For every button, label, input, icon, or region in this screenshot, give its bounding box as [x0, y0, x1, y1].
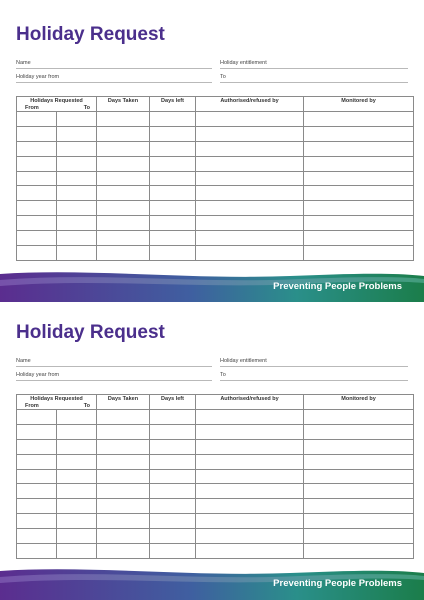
table-row: [17, 544, 414, 559]
days-left-cell[interactable]: [150, 246, 196, 261]
to-cell[interactable]: [57, 171, 97, 186]
days-left-cell[interactable]: [150, 186, 196, 201]
table-row: [17, 141, 414, 156]
to-cell[interactable]: [57, 141, 97, 156]
monitored-header: Monitored by: [304, 395, 414, 410]
days-left-header: Days left: [150, 395, 196, 410]
monitored-cell[interactable]: [304, 201, 414, 216]
from-cell[interactable]: [17, 141, 57, 156]
from-cell[interactable]: [17, 246, 57, 261]
to-cell[interactable]: [57, 231, 97, 246]
name-field[interactable]: [16, 68, 212, 69]
monitored-cell[interactable]: [304, 424, 414, 439]
holidays-requested-header: Holidays Requested From To: [17, 395, 97, 410]
authorised-cell[interactable]: [196, 469, 304, 484]
authorised-cell[interactable]: [196, 171, 304, 186]
table-row: [17, 246, 414, 261]
to-cell[interactable]: [57, 484, 97, 499]
authorised-header: Authorised/refused by: [196, 395, 304, 410]
table-row: [17, 186, 414, 201]
days-taken-cell[interactable]: [97, 126, 150, 141]
days-taken-cell[interactable]: [97, 141, 150, 156]
days-left-cell[interactable]: [150, 529, 196, 544]
monitored-cell[interactable]: [304, 410, 414, 425]
authorised-cell[interactable]: [196, 112, 304, 127]
to-cell[interactable]: [57, 201, 97, 216]
days-left-cell[interactable]: [150, 499, 196, 514]
table-row: [17, 231, 414, 246]
days-left-cell[interactable]: [150, 469, 196, 484]
from-cell[interactable]: [17, 454, 57, 469]
days-taken-cell[interactable]: [97, 112, 150, 127]
to-cell[interactable]: [57, 529, 97, 544]
from-header: From: [25, 403, 39, 409]
year-to-field[interactable]: [220, 380, 408, 381]
table-row: [17, 499, 414, 514]
name-label: Name: [16, 60, 31, 66]
to-cell[interactable]: [57, 216, 97, 231]
days-taken-cell[interactable]: [97, 156, 150, 171]
days-left-cell[interactable]: [150, 484, 196, 499]
year-to-field[interactable]: [220, 82, 408, 83]
authorised-cell[interactable]: [196, 216, 304, 231]
page-title: Holiday Request: [16, 24, 165, 45]
days-taken-cell[interactable]: [97, 469, 150, 484]
authorised-cell[interactable]: [196, 231, 304, 246]
to-cell[interactable]: [57, 544, 97, 559]
from-cell[interactable]: [17, 112, 57, 127]
authorised-cell[interactable]: [196, 201, 304, 216]
monitored-cell[interactable]: [304, 112, 414, 127]
to-cell[interactable]: [57, 410, 97, 425]
from-cell[interactable]: [17, 439, 57, 454]
monitored-cell[interactable]: [304, 484, 414, 499]
to-cell[interactable]: [57, 514, 97, 529]
table-row: [17, 469, 414, 484]
from-header: From: [25, 105, 39, 111]
table-row: [17, 201, 414, 216]
days-left-cell[interactable]: [150, 156, 196, 171]
table-row: [17, 529, 414, 544]
days-taken-cell[interactable]: [97, 424, 150, 439]
days-left-header: Days left: [150, 97, 196, 112]
from-cell[interactable]: [17, 484, 57, 499]
authorised-cell[interactable]: [196, 454, 304, 469]
authorised-cell[interactable]: [196, 499, 304, 514]
monitored-cell[interactable]: [304, 544, 414, 559]
page-title: Holiday Request: [16, 322, 165, 343]
days-taken-cell[interactable]: [97, 529, 150, 544]
authorised-cell[interactable]: [196, 514, 304, 529]
monitored-cell[interactable]: [304, 469, 414, 484]
days-taken-cell[interactable]: [97, 484, 150, 499]
days-taken-header: Days Taken: [97, 97, 150, 112]
monitored-cell[interactable]: [304, 439, 414, 454]
table-row: [17, 171, 414, 186]
footer-banner-2: [0, 567, 424, 600]
table-row: [17, 424, 414, 439]
days-left-cell[interactable]: [150, 216, 196, 231]
days-taken-cell[interactable]: [97, 171, 150, 186]
to-cell[interactable]: [57, 454, 97, 469]
monitored-cell[interactable]: [304, 231, 414, 246]
days-taken-cell[interactable]: [97, 439, 150, 454]
authorised-cell[interactable]: [196, 529, 304, 544]
days-taken-cell[interactable]: [97, 216, 150, 231]
table-row: [17, 484, 414, 499]
from-cell[interactable]: [17, 410, 57, 425]
days-taken-cell[interactable]: [97, 201, 150, 216]
year-from-field[interactable]: [16, 82, 212, 83]
from-cell[interactable]: [17, 469, 57, 484]
table-row: [17, 112, 414, 127]
table-row: [17, 454, 414, 469]
authorised-cell[interactable]: [196, 141, 304, 156]
slogan: Preventing People Problems: [273, 578, 402, 589]
days-left-cell[interactable]: [150, 231, 196, 246]
year-from-label: Holiday year from: [16, 74, 60, 80]
table-row: [17, 126, 414, 141]
monitored-cell[interactable]: [304, 216, 414, 231]
table-row: [17, 216, 414, 231]
authorised-header: Authorised/refused by: [196, 97, 304, 112]
authorised-cell[interactable]: [196, 484, 304, 499]
days-taken-cell[interactable]: [97, 186, 150, 201]
entitlement-field[interactable]: [220, 68, 408, 69]
days-left-cell[interactable]: [150, 410, 196, 425]
days-taken-header: Days Taken: [97, 395, 150, 410]
authorised-cell[interactable]: [196, 156, 304, 171]
table-row: [17, 514, 414, 529]
footer-banner-1: [0, 270, 424, 302]
days-taken-cell[interactable]: [97, 231, 150, 246]
monitored-cell[interactable]: [304, 141, 414, 156]
authorised-cell[interactable]: [196, 186, 304, 201]
holiday-table: [16, 394, 414, 559]
entitlement-field[interactable]: [220, 366, 408, 367]
days-left-cell[interactable]: [150, 112, 196, 127]
to-cell[interactable]: [57, 186, 97, 201]
days-left-cell[interactable]: [150, 439, 196, 454]
from-cell[interactable]: [17, 544, 57, 559]
monitored-cell[interactable]: [304, 171, 414, 186]
monitored-cell[interactable]: [304, 156, 414, 171]
days-left-cell[interactable]: [150, 201, 196, 216]
monitored-cell[interactable]: [304, 514, 414, 529]
days-left-cell[interactable]: [150, 171, 196, 186]
to-cell[interactable]: [57, 126, 97, 141]
to-cell[interactable]: [57, 469, 97, 484]
monitored-cell[interactable]: [304, 246, 414, 261]
from-cell[interactable]: [17, 171, 57, 186]
from-cell[interactable]: [17, 231, 57, 246]
from-cell[interactable]: [17, 201, 57, 216]
days-taken-cell[interactable]: [97, 499, 150, 514]
authorised-cell[interactable]: [196, 410, 304, 425]
monitored-cell[interactable]: [304, 126, 414, 141]
days-left-cell[interactable]: [150, 544, 196, 559]
from-cell[interactable]: [17, 424, 57, 439]
to-cell[interactable]: [57, 439, 97, 454]
authorised-cell[interactable]: [196, 424, 304, 439]
year-from-field[interactable]: [16, 380, 212, 381]
to-cell[interactable]: [57, 156, 97, 171]
days-left-cell[interactable]: [150, 126, 196, 141]
days-taken-cell[interactable]: [97, 544, 150, 559]
authorised-cell[interactable]: [196, 439, 304, 454]
from-cell[interactable]: [17, 216, 57, 231]
days-taken-cell[interactable]: [97, 514, 150, 529]
days-left-cell[interactable]: [150, 514, 196, 529]
year-to-label: To: [220, 372, 226, 378]
from-cell[interactable]: [17, 186, 57, 201]
from-cell[interactable]: [17, 499, 57, 514]
monitored-cell[interactable]: [304, 499, 414, 514]
table-row: [17, 410, 414, 425]
days-taken-cell[interactable]: [97, 410, 150, 425]
days-left-cell[interactable]: [150, 454, 196, 469]
entitlement-label: Holiday entitlement: [220, 358, 267, 364]
from-cell[interactable]: [17, 156, 57, 171]
to-cell[interactable]: [57, 499, 97, 514]
from-cell[interactable]: [17, 126, 57, 141]
table-row: [17, 156, 414, 171]
holiday-request-form-2: [0, 298, 424, 598]
year-to-label: To: [220, 74, 226, 80]
days-taken-cell[interactable]: [97, 454, 150, 469]
slogan: Preventing People Problems: [273, 281, 402, 292]
days-left-cell[interactable]: [150, 424, 196, 439]
entitlement-label: Holiday entitlement: [220, 60, 267, 66]
monitored-cell[interactable]: [304, 529, 414, 544]
name-label: Name: [16, 358, 31, 364]
to-cell[interactable]: [57, 112, 97, 127]
year-from-label: Holiday year from: [16, 372, 60, 378]
holidays-requested-header: Holidays Requested From To: [17, 97, 97, 112]
from-cell[interactable]: [17, 529, 57, 544]
authorised-cell[interactable]: [196, 544, 304, 559]
to-cell[interactable]: [57, 246, 97, 261]
monitored-cell[interactable]: [304, 186, 414, 201]
monitored-cell[interactable]: [304, 454, 414, 469]
authorised-cell[interactable]: [196, 246, 304, 261]
table-row: [17, 439, 414, 454]
days-left-cell[interactable]: [150, 141, 196, 156]
from-cell[interactable]: [17, 514, 57, 529]
to-header: To: [83, 105, 91, 111]
monitored-header: Monitored by: [304, 97, 414, 112]
name-field[interactable]: [16, 366, 212, 367]
to-cell[interactable]: [57, 424, 97, 439]
days-taken-cell[interactable]: [97, 246, 150, 261]
holiday-table: [16, 96, 414, 261]
authorised-cell[interactable]: [196, 126, 304, 141]
to-header: To: [83, 403, 91, 409]
